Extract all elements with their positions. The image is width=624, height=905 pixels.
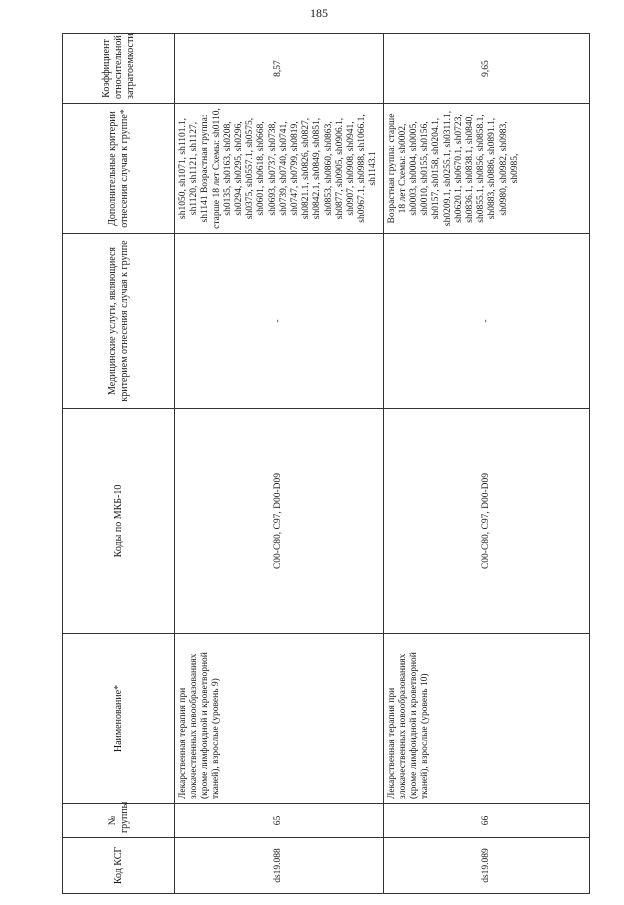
header-additional-criteria: Дополнительные критерии отнесения случая к группе* — [63, 104, 175, 234]
header-medical-services: Медицинские услуги, являющиеся критерием отнесения случая к группе — [63, 234, 175, 409]
header-mkb: Коды по МКБ-10 — [63, 409, 175, 634]
row-medical-services: - — [175, 234, 384, 409]
row-medical-services: - — [383, 234, 589, 409]
row-group-no: 65 — [175, 804, 384, 838]
table-header-row — [63, 34, 175, 894]
table-row — [383, 34, 589, 894]
row-additional-criteria: Возрастная группа: старше 18 лет Схемы: sh0002, sh0003, sh0004, sh0005, sh0010, sh0155, sh0156, sh0157, sh0158, sh0204.1, sh0209.1, sh0255.1, sh0311.1, sh0620.1, sh0670.1, sh0723, sh0836.1, sh0838.1, sh0840, sh0855.1, sh0856, sh0858.1, sh0883, sh0886, sh0891.1, sh0980, sh0982, sh0983, sh0985, — [383, 104, 589, 234]
header-name: Наименование* — [63, 634, 175, 804]
row-mkb: C00-C80, C97, D00-D09 — [175, 409, 384, 634]
row-coefficient: 9,65 — [383, 34, 589, 104]
header-code: Код КСГ — [63, 838, 175, 894]
ksg-table — [62, 33, 590, 894]
row-name: Лекарственная терапия при злокачественных новообразованиях (кроме лимфоидной и кроветворной тканей), взрослые (уровень 10) — [383, 634, 589, 804]
row-coefficient: 8,57 — [175, 34, 384, 104]
row-code: ds19.089 — [383, 838, 589, 894]
table-row — [175, 34, 384, 894]
rotated-table-container — [62, 34, 586, 894]
header-coefficient: Коэффициент относительной затратоемкости — [63, 34, 175, 104]
row-additional-criteria: sh1050, sh1071, sh1101.1, sh1120, sh1121, sh1127, sh1141 Возрастная группа: старше 18 лет Схемы: sh0110, sh0135, sh0163, sh0208, sh0294, sh0295, sh0296, sh0375, sh0557.1, sh0575, sh0601, sh0618, sh0668, sh0693, sh0737, sh0738, sh0739, sh0740, sh0741, sh0747, sh0799, sh0819, sh0821.1, sh0826, sh0827, sh0842.1, sh0849, sh0851, sh0853, sh0860, sh0863, sh0877, sh0905, sh0906.1, sh0907, sh0908, sh0941, sh0967.1, sh0988, sh1066.1, sh1143.1 — [175, 104, 384, 234]
row-name: Лекарственная терапия при злокачественных новообразованиях (кроме лимфоидной и кроветворной тканей), взрослые (уровень 9) — [175, 634, 384, 804]
row-group-no: 66 — [383, 804, 589, 838]
row-code: ds19.088 — [175, 838, 384, 894]
row-mkb: C00-C80, C97, D00-D09 — [383, 409, 589, 634]
header-group-no: № группы — [63, 804, 175, 838]
page-number: 185 — [310, 6, 328, 20]
